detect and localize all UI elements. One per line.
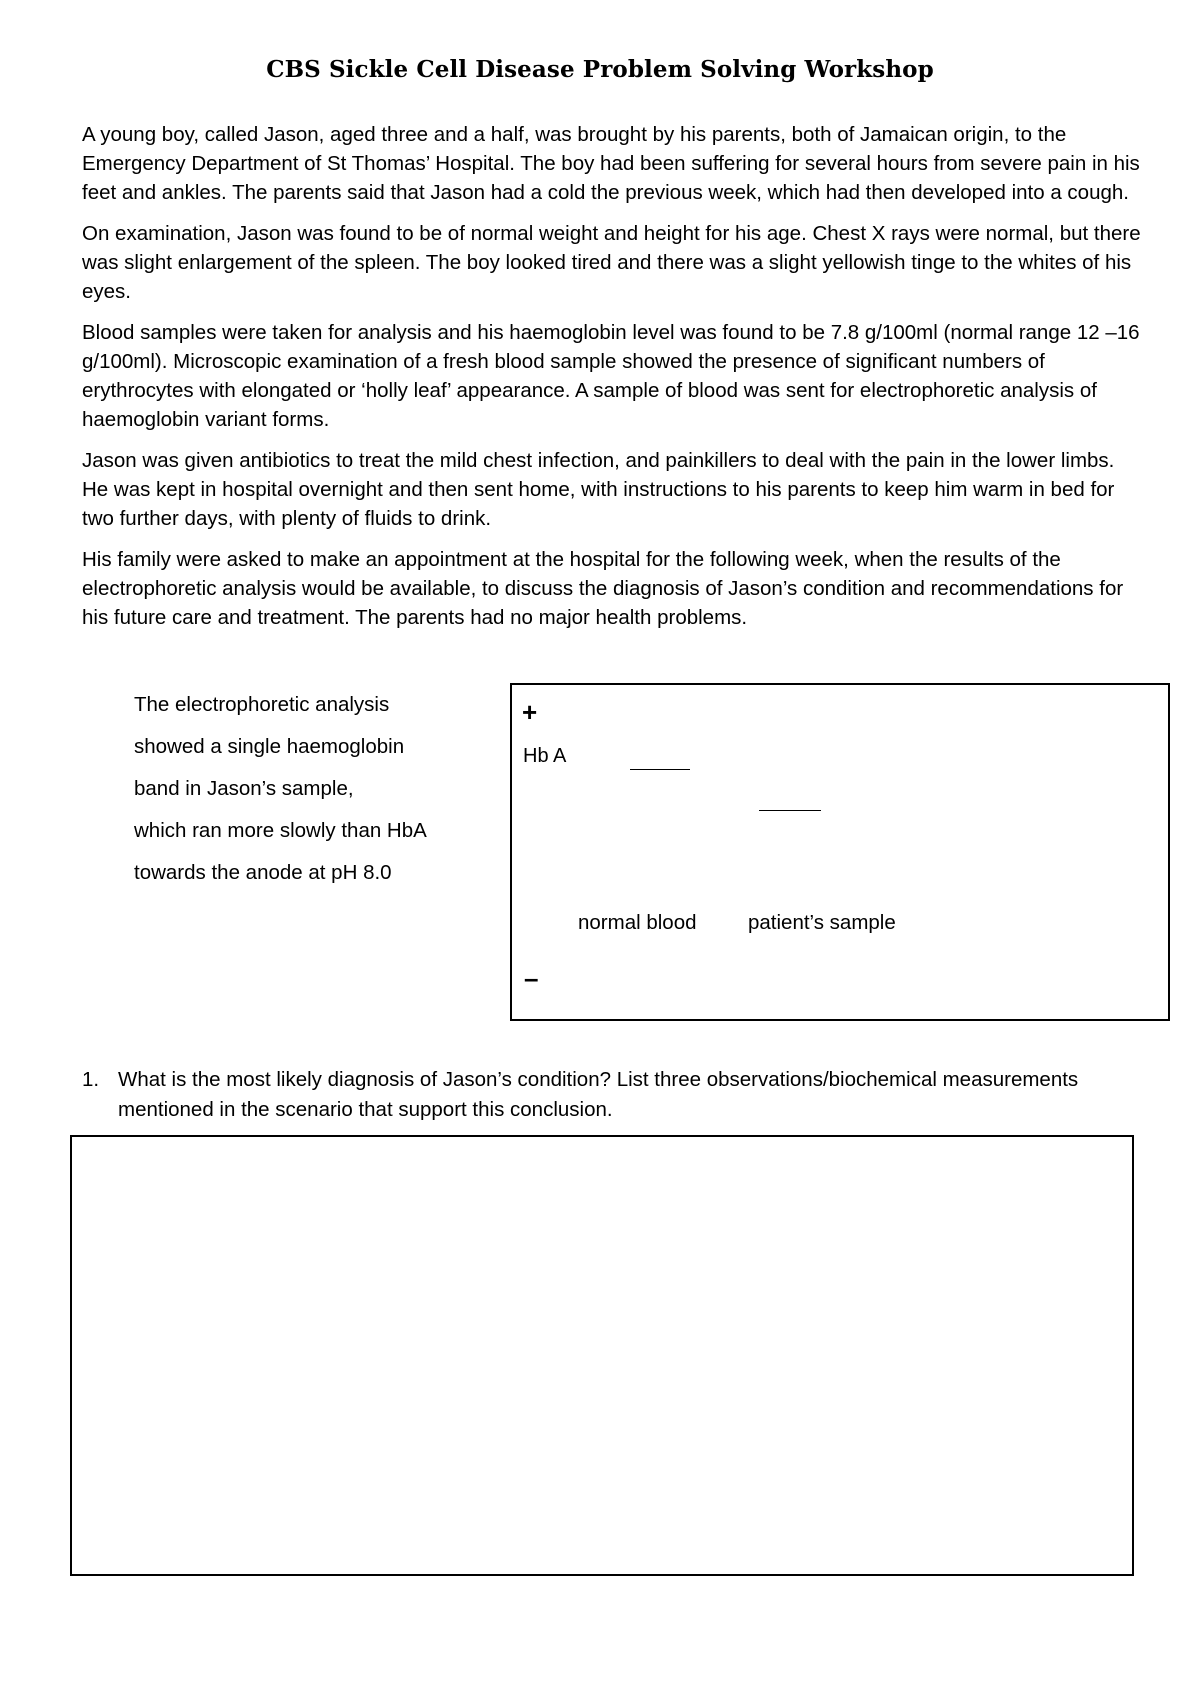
anode-symbol: +	[522, 697, 538, 727]
scenario-paragraph: His family were asked to make an appointment at the hospital for the following week, when the results of the electrophoretic analysis would be available, to discuss the diagnosis of Jason’s condition and recommendations for his future care and treatment. The parents had no major health problems.	[82, 548, 1124, 629]
patient-sample-lane-label: patient’s sample	[748, 911, 896, 934]
scenario-paragraph: Jason was given antibiotics to treat the mild chest infection, and painkillers to deal with the pain in the lower limbs. He was kept in hospital overnight and then sent home, with instructions to his parents to keep him warm in bed for two further days, with plenty of fluids to drink.	[82, 449, 1115, 530]
description-line: showed a single haemoglobin	[134, 735, 405, 758]
scenario-paragraph: On examination, Jason was found to be of normal weight and height for his age. Chest X rays were normal, but there was slight enlargement of the spleen. The boy looked tired and there was a slight yellowish tinge to the whites of his eyes.	[82, 222, 1141, 303]
patient-band	[759, 810, 821, 811]
scenario-paragraph: Blood samples were taken for analysis and his haemoglobin level was found to be 7.8 g/100ml (normal range 12 –16 g/100ml). Microscopic examination of a fresh blood sample showed the presence of significant numbers of erythrocytes with elongated or ‘holly leaf’ appearance. A sample of blood was sent for electrophoretic analysis of haemoglobin variant forms.	[82, 321, 1140, 431]
description-line: The electrophoretic analysis	[134, 693, 390, 716]
page-title: CBS Sickle Cell Disease Problem Solving Workshop	[266, 56, 934, 83]
description-line: which ran more slowly than HbA	[134, 819, 427, 842]
electrophoresis-description	[134, 684, 494, 894]
question-number: 1.	[82, 1068, 100, 1091]
answer-box[interactable]	[70, 1135, 1134, 1576]
question-text: What is the most likely diagnosis of Jason’s condition? List three observations/biochemical measurements mentioned in the scenario that support this conclusion.	[118, 1068, 1079, 1121]
description-line: band in Jason’s sample,	[134, 777, 354, 800]
question-1	[82, 1065, 1142, 1125]
electrophoresis-gel-diagram	[510, 683, 1170, 1021]
hba-marker-label: Hb A	[523, 745, 567, 767]
description-line: towards the anode at pH 8.0	[134, 861, 392, 884]
case-scenario	[82, 120, 1142, 644]
normal-blood-lane-label: normal blood	[578, 911, 697, 934]
scenario-paragraph: A young boy, called Jason, aged three and a half, was brought by his parents, both of Jamaican origin, to the Emergency Department of St Thomas’ Hospital. The boy had been suffering for several hours from severe pain in his feet and ankles. The parents said that Jason had a cold the previous week, which had then developed into a cough.	[82, 123, 1140, 204]
normal-hba-band	[630, 769, 690, 770]
cathode-symbol: –	[524, 963, 539, 993]
